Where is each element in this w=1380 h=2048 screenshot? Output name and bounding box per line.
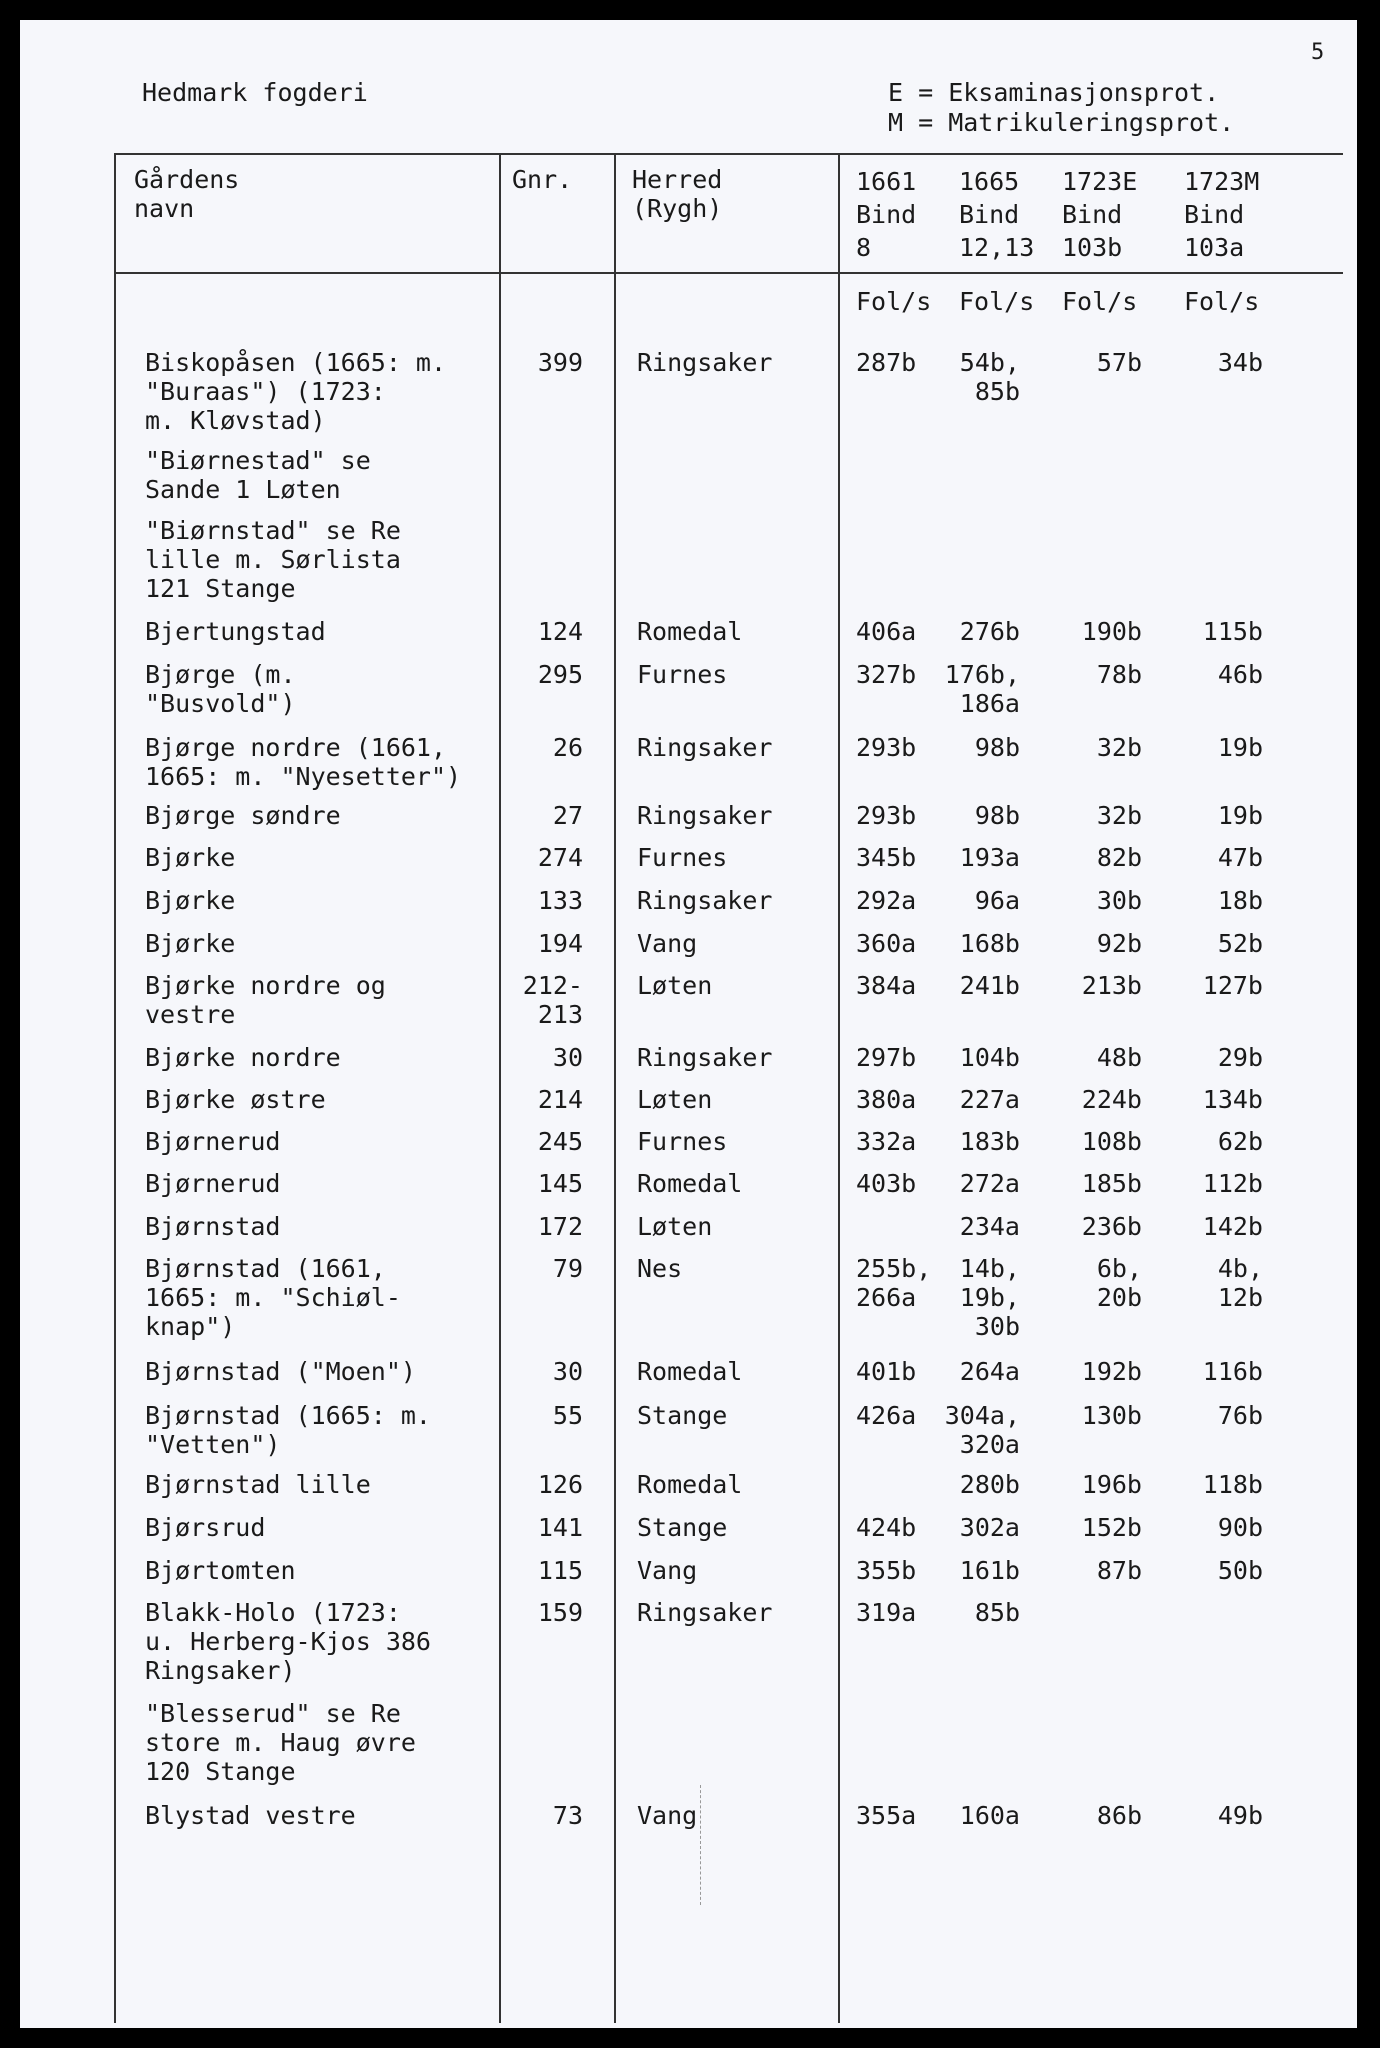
cell-gnr: 133 (537, 886, 583, 915)
cell-v1723e: 185b (1081, 1169, 1142, 1198)
document-page (20, 20, 1357, 2028)
cell-gnr: 55 (552, 1401, 583, 1430)
cell-name: Bjørnstad ("Moen") (145, 1357, 416, 1386)
cell-name: Blystad vestre (145, 1801, 356, 1830)
cell-herred: Stange (637, 1401, 728, 1430)
fol-1665: Fol/s (959, 287, 1035, 316)
cell-v1723e: 190b (1081, 617, 1142, 646)
cell-herred: Ringsaker (637, 1043, 773, 1072)
cell-herred: Furnes (637, 843, 728, 872)
table-left-rule (114, 153, 116, 2023)
herred-left-rule (614, 153, 616, 2023)
cell-v1665: 98b (974, 733, 1020, 762)
cell-v1661: 384a (856, 971, 917, 1000)
cell-gnr: 30 (552, 1357, 583, 1386)
cell-v1723m: 46b (1217, 660, 1263, 689)
col-header-1723e: 1723E Bind 103b (1062, 167, 1138, 262)
cell-name: Bjørke nordre (145, 1043, 341, 1072)
cell-name: Bjørke (145, 843, 236, 872)
cell-v1665: 234a (959, 1212, 1020, 1241)
cell-herred: Ringsaker (637, 801, 773, 830)
cell-name: Bjørnerud (145, 1127, 281, 1156)
cell-v1723e: 236b (1081, 1212, 1142, 1241)
cell-v1723m: 34b (1217, 348, 1263, 377)
cell-v1661: 355a (856, 1801, 917, 1830)
cell-v1661: 293b (856, 801, 917, 830)
col-header-herred: Herred (Rygh) (632, 165, 723, 223)
cell-v1661: 255b, 266a (856, 1254, 932, 1312)
cell-herred: Stange (637, 1513, 728, 1542)
fol-1723e: Fol/s (1062, 287, 1138, 316)
cell-name: Bjørsrud (145, 1513, 266, 1542)
cell-v1723m: 112b (1202, 1169, 1263, 1198)
cell-v1723e: 152b (1081, 1513, 1142, 1542)
cell-v1723m: 62b (1217, 1127, 1263, 1156)
cell-v1723e: 86b (1096, 1801, 1142, 1830)
cell-name: "Biørnstad" se Re lille m. Sørlista 121 Stange (145, 516, 401, 603)
cell-name: Bjertungstad (145, 617, 326, 646)
cell-v1665: 176b, 186a (944, 660, 1020, 718)
cell-herred: Ringsaker (637, 1598, 773, 1627)
col-header-1723m: 1723M Bind 103a (1184, 167, 1260, 262)
cell-v1723e: 32b (1096, 801, 1142, 830)
cell-v1723m: 90b (1217, 1513, 1263, 1542)
fol-1723m: Fol/s (1184, 287, 1260, 316)
cell-gnr: 124 (537, 617, 583, 646)
cell-v1723m: 76b (1217, 1401, 1263, 1430)
cell-gnr: 27 (552, 801, 583, 830)
cell-v1665: 96a (974, 886, 1020, 915)
cell-v1723m: 134b (1202, 1085, 1263, 1114)
table-top-rule (114, 153, 1343, 155)
cell-v1723m: 142b (1202, 1212, 1263, 1241)
stray-marks (700, 1785, 702, 1905)
cell-v1661: 401b (856, 1357, 917, 1386)
cell-v1661: 406a (856, 617, 917, 646)
cell-v1665: 193a (959, 843, 1020, 872)
cell-v1723m: 18b (1217, 886, 1263, 915)
cell-name: Bjørge (m. "Busvold") (145, 660, 296, 718)
cell-herred: Romedal (637, 1357, 743, 1386)
cell-herred: Romedal (637, 1470, 743, 1499)
cell-gnr: 194 (537, 929, 583, 958)
cell-herred: Romedal (637, 1169, 743, 1198)
cell-gnr: 79 (552, 1254, 583, 1283)
cell-gnr: 26 (552, 733, 583, 762)
cell-v1723m: 29b (1217, 1043, 1263, 1072)
cell-name: Bjørke nordre og vestre (145, 971, 386, 1029)
cell-v1661: 426a (856, 1401, 917, 1430)
cell-gnr: 214 (537, 1085, 583, 1114)
cell-v1665: 160a (959, 1801, 1020, 1830)
cell-herred: Nes (637, 1254, 683, 1283)
cell-v1661: 287b (856, 348, 917, 377)
cell-v1661: 327b (856, 660, 917, 689)
cell-v1665: 272a (959, 1169, 1020, 1198)
legend-m: M = Matrikuleringsprot. (888, 108, 1235, 137)
cell-herred: Romedal (637, 617, 743, 646)
cell-gnr: 172 (537, 1212, 583, 1241)
cell-v1665: 227a (959, 1085, 1020, 1114)
cell-name: Bjørke østre (145, 1085, 326, 1114)
cell-gnr: 245 (537, 1127, 583, 1156)
cell-v1665: 264a (959, 1357, 1020, 1386)
cell-herred: Furnes (637, 1127, 728, 1156)
cell-name: Biskopåsen (1665: m. "Buraas") (1723: m. Kløvstad) (145, 348, 447, 435)
cell-v1723m: 49b (1217, 1801, 1263, 1830)
cell-v1723e: 196b (1081, 1470, 1142, 1499)
cell-herred: Vang (637, 1556, 698, 1585)
cell-herred: Vang (637, 929, 698, 958)
cell-v1723e: 57b (1096, 348, 1142, 377)
legend-e: E = Eksaminasjonsprot. (888, 78, 1220, 107)
cell-herred: Ringsaker (637, 886, 773, 915)
cell-v1723e: 48b (1096, 1043, 1142, 1072)
volumes-left-rule (838, 153, 840, 2023)
cell-v1723m: 118b (1202, 1470, 1263, 1499)
cell-gnr: 126 (537, 1470, 583, 1499)
cell-v1661: 355b (856, 1556, 917, 1585)
cell-gnr: 274 (537, 843, 583, 872)
cell-v1661: 297b (856, 1043, 917, 1072)
cell-v1661: 292a (856, 886, 917, 915)
page-number: 5 (1311, 40, 1325, 65)
cell-gnr: 399 (537, 348, 583, 377)
cell-v1723e: 32b (1096, 733, 1142, 762)
cell-v1665: 241b (959, 971, 1020, 1000)
header-title: Hedmark fogderi (142, 78, 368, 107)
col-header-1665: 1665 Bind 12,13 (959, 167, 1035, 262)
cell-herred: Vang (637, 1801, 698, 1830)
cell-gnr: 115 (537, 1556, 583, 1585)
cell-v1723m: 52b (1217, 929, 1263, 958)
cell-v1661: 424b (856, 1513, 917, 1542)
cell-gnr: 295 (537, 660, 583, 689)
cell-name: "Blesserud" se Re store m. Haug øvre 120 Stange (145, 1699, 416, 1786)
cell-v1665: 168b (959, 929, 1020, 958)
cell-v1723m: 4b, 12b (1217, 1254, 1263, 1312)
cell-v1661: 332a (856, 1127, 917, 1156)
cell-gnr: 212- 213 (522, 971, 583, 1029)
cell-v1723m: 116b (1202, 1357, 1263, 1386)
cell-v1661: 345b (856, 843, 917, 872)
cell-v1723e: 87b (1096, 1556, 1142, 1585)
cell-name: "Biørnestad" se Sande 1 Løten (145, 446, 371, 504)
cell-v1723m: 50b (1217, 1556, 1263, 1585)
cell-v1723e: 92b (1096, 929, 1142, 958)
cell-v1665: 276b (959, 617, 1020, 646)
cell-gnr: 141 (537, 1513, 583, 1542)
cell-herred: Løten (637, 1085, 713, 1114)
cell-name: Bjørnstad lille (145, 1470, 371, 1499)
cell-v1665: 85b (974, 1598, 1020, 1627)
cell-gnr: 159 (537, 1598, 583, 1627)
col-header-name: Gårdens navn (134, 165, 240, 223)
cell-v1665: 304a, 320a (944, 1401, 1020, 1459)
cell-v1723m: 127b (1202, 971, 1263, 1000)
cell-v1661: 293b (856, 733, 917, 762)
cell-name: Bjørnstad (1665: m. "Vetten") (145, 1401, 431, 1459)
cell-v1665: 302a (959, 1513, 1020, 1542)
cell-v1723e: 82b (1096, 843, 1142, 872)
cell-name: Bjørge nordre (1661, 1665: m. "Nyesetter") (145, 733, 462, 791)
cell-v1665: 183b (959, 1127, 1020, 1156)
cell-v1665: 54b, 85b (959, 348, 1020, 406)
cell-name: Bjørke (145, 886, 236, 915)
cell-herred: Furnes (637, 660, 728, 689)
cell-v1723m: 115b (1202, 617, 1263, 646)
cell-v1723m: 47b (1217, 843, 1263, 872)
cell-name: Blakk-Holo (1723: u. Herberg-Kjos 386 Ringsaker) (145, 1598, 431, 1685)
cell-v1661: 360a (856, 929, 917, 958)
cell-gnr: 30 (552, 1043, 583, 1072)
fol-1661: Fol/s (856, 287, 932, 316)
cell-name: Bjørge søndre (145, 801, 341, 830)
cell-v1723e: 6b, 20b (1096, 1254, 1142, 1312)
cell-v1723e: 213b (1081, 971, 1142, 1000)
cell-v1665: 280b (959, 1470, 1020, 1499)
cell-v1723e: 78b (1096, 660, 1142, 689)
col-header-gnr: Gnr. (512, 165, 573, 194)
cell-v1661: 319a (856, 1598, 917, 1627)
cell-name: Bjørtomten (145, 1556, 296, 1585)
cell-name: Bjørke (145, 929, 236, 958)
cell-v1723e: 224b (1081, 1085, 1142, 1114)
cell-v1661: 380a (856, 1085, 917, 1114)
cell-gnr: 73 (552, 1801, 583, 1830)
cell-name: Bjørnstad (145, 1212, 281, 1241)
cell-v1665: 104b (959, 1043, 1020, 1072)
cell-gnr: 145 (537, 1169, 583, 1198)
cell-herred: Ringsaker (637, 348, 773, 377)
cell-v1665: 161b (959, 1556, 1020, 1585)
cell-herred: Løten (637, 1212, 713, 1241)
cell-v1665: 98b (974, 801, 1020, 830)
cell-name: Bjørnerud (145, 1169, 281, 1198)
cell-v1723e: 30b (1096, 886, 1142, 915)
cell-v1661: 403b (856, 1169, 917, 1198)
cell-v1723m: 19b (1217, 801, 1263, 830)
cell-v1723e: 130b (1081, 1401, 1142, 1430)
cell-herred: Løten (637, 971, 713, 1000)
gnr-left-rule (499, 153, 501, 2023)
cell-v1723m: 19b (1217, 733, 1263, 762)
col-header-1661: 1661 Bind 8 (856, 167, 917, 262)
header-bottom-rule (114, 272, 1343, 274)
cell-v1723e: 108b (1081, 1127, 1142, 1156)
cell-v1665: 14b, 19b, 30b (959, 1254, 1020, 1341)
cell-herred: Ringsaker (637, 733, 773, 762)
cell-name: Bjørnstad (1661, 1665: m. "Schiøl- knap") (145, 1254, 401, 1341)
cell-v1723e: 192b (1081, 1357, 1142, 1386)
